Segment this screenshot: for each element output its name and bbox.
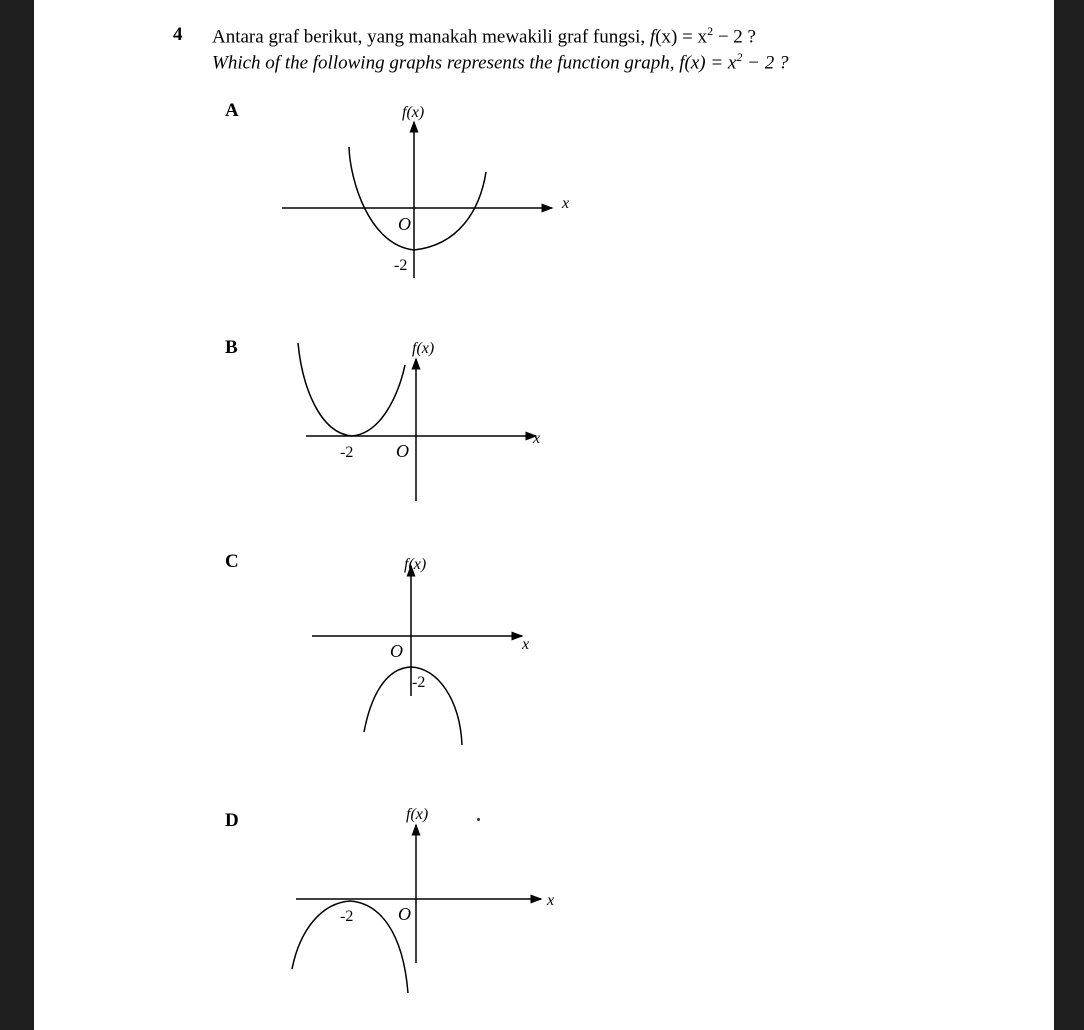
question-malay-prefix: Antara graf berikut, yang manakah mewakili graf fungsi,	[212, 26, 650, 48]
document-page	[34, 0, 1054, 1030]
origin-label: O	[396, 441, 409, 461]
option-d-label[interactable]: D	[225, 810, 239, 831]
stray-mark	[477, 818, 480, 821]
option-a-label[interactable]: A	[225, 100, 239, 121]
option-b-graph[interactable]	[274, 335, 574, 510]
x-intercept-label: -2	[340, 908, 354, 925]
x-label: x	[522, 636, 530, 653]
question-text-malay: Antara graf berikut, yang manakah mewakili graf fungsi, $f(x) = x^2 - 2$ ?	[212, 24, 756, 48]
fx-label: f(x)	[402, 104, 425, 121]
origin-label: O	[398, 214, 411, 234]
fx-label: f(x)	[412, 340, 435, 357]
question-number: 4	[173, 24, 183, 45]
origin-label: O	[390, 641, 403, 661]
option-c-graph[interactable]	[274, 550, 574, 750]
x-intercept-label: -2	[340, 444, 354, 461]
option-c-label[interactable]: C	[225, 551, 239, 572]
parabola-curve	[349, 147, 486, 250]
option-a-graph[interactable]	[274, 100, 574, 285]
fx-label: f(x)	[404, 556, 427, 573]
question-text-english: Which of the following graphs represents the function graph, $f(x) = x^2 - 2$ ?	[212, 50, 789, 74]
x-label: x	[547, 892, 555, 909]
option-b-label[interactable]: B	[225, 337, 238, 358]
origin-label: O	[398, 904, 411, 924]
parabola-curve	[298, 343, 405, 436]
x-label: x	[562, 195, 570, 212]
question-english-prefix: Which of the following graphs represents the function graph,	[212, 52, 680, 74]
y-intercept-label: -2	[412, 674, 426, 691]
x-label: x	[533, 430, 541, 447]
fx-label: f(x)	[406, 806, 429, 823]
option-d-graph[interactable]	[274, 803, 574, 1003]
y-intercept-label: -2	[394, 257, 408, 274]
